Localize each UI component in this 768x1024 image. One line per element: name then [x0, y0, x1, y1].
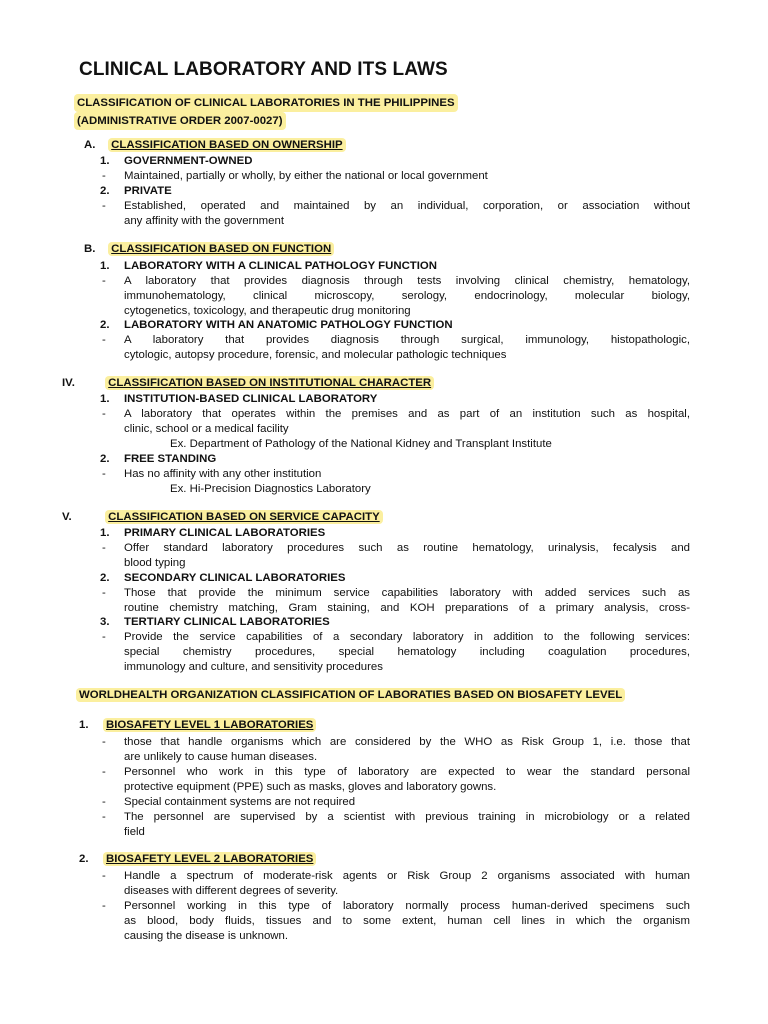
- list-item: 2. PRIVATE: [100, 185, 172, 197]
- list-item: 2. FREE STANDING: [100, 453, 217, 465]
- biosafety-heading: 1. BIOSAFETY LEVEL 1 LABORATORIES: [79, 719, 316, 731]
- intro-line-2: (ADMINISTRATIVE ORDER 2007-0027): [74, 112, 286, 130]
- intro-heading: [74, 94, 458, 130]
- section-marker: B.: [84, 243, 96, 255]
- list-item: 2. SECONDARY CLINICAL LABORATORIES: [100, 572, 346, 584]
- intro-line-1: CLASSIFICATION OF CLINICAL LABORATORIES IN THE PHILIPPINES: [74, 94, 458, 112]
- section-marker: A.: [84, 139, 96, 151]
- document-page: CLINICAL LABORATORY AND ITS LAWS CLASSIFICATION OF CLINICAL LABORATORIES IN THE PHILIPPINES (ADMINISTRATIVE ORDER 2007-0027) A. CLASSIFICATION BASED ON OWNERSHIP 1. GOVERNMENT-OWNED - Maintained, partially or wholly, by either the national or local government 2. PRIVATE - Established, operated and maintained by an individual, corporation, or association without any affinity with the government B. CLASSIFICATION BASED ON FUNCTION 1. LABORATORY WITH A CLINICAL PATHOLOGY FUNCTION - A laboratory that provides diagnosis through tests involving clinical chemistry, hematology, immunohematology, clinical microscopy, serology, endocrinology, molecular biology, cytogenetics, toxicology, and therapeutic drug monitoring 2. LABORATORY WITH AN ANATOMIC PATHOLOGY FUNCTION - A laboratory that provides diagnosis through surgical, immunology, histopathologic, cytologic, autopsy procedure, forensic, and molecular pathologic techniques IV. CLASSIFICATION BASED ON INSTITUTIONAL CHARACTER 1. INSTITUTION-BASED CLINICAL LABORATORY - A laboratory that operates within the premises and as part of an institution such as hospital, clinic, school or a medical facility Ex. Department of Pathology of the National Kidney and Transplant Institute 2. FREE STANDING - Has no affinity with any other institution Ex. Hi-Precision Diagnostics Laboratory V. CLASSIFICATION BASED ON SERVICE CAPACITY 1. PRIMARY CLINICAL LABORATORIES - Offer standard laboratory procedures such as routine hematology, urinalysis, fecalysis and blood typing 2. SECONDARY CLINICAL LABORATORIES - Those that provide the minimum service capabilities laboratory with added services such as routine chemistry matching, Gram staining, and KOH preparations of a primary analysis, cross- 3. TERTIARY CLINICAL LABORATORIES - Provide the service capabilities of a secondary laboratory in addition to the following services: special chemistry procedures, special hematology including coagulation procedures, immunology and culture, and sensitivity procedures WORLDHEALTH ORGANIZATION CLASSIFICATION OF LABORATIES BASED ON BIOSAFETY LEVEL 1. BIOSAFETY LEVEL 1 LABORATORIES - those that handle organisms which are considered by the WHO as Risk Group 1, i.e. those that are unlikely to cause human diseases. - Personnel who work in this type of laboratory are expected to wear the standard personal protective equipment (PPE) such as masks, gloves and laboratory gowns. - Special containment systems are not required - The personnel are supervised by a scientist with previous training in microbiology or a related field 2. BIOSAFETY LEVEL 2 LABORATORIES - Handle a spectrum of moderate-risk agents or Risk Group 2 organisms associated with human diseases with different degrees of severity. - Personnel working in this type of laboratory normally process human-derived specimens such as blood, body fluids, tissues and to some extent, human cell lines in which the organism causing the disease is unknown.: [62, 59, 690, 942]
- section-heading: [62, 377, 434, 389]
- section-heading: [62, 511, 383, 523]
- page-title: CLINICAL LABORATORY AND ITS LAWS: [79, 59, 448, 80]
- biosafety-title: BIOSAFETY LEVEL 2 LABORATORIES: [103, 852, 316, 866]
- section-marker: IV.: [62, 377, 75, 389]
- list-item: 1. INSTITUTION-BASED CLINICAL LABORATORY: [100, 393, 378, 405]
- list-item: 1. LABORATORY WITH A CLINICAL PATHOLOGY FUNCTION: [100, 260, 438, 272]
- list-item: 1. PRIMARY CLINICAL LABORATORIES: [100, 527, 326, 539]
- list-item: 3. TERTIARY CLINICAL LABORATORIES: [100, 616, 330, 628]
- biosafety-heading: 2. BIOSAFETY LEVEL 2 LABORATORIES: [79, 853, 316, 865]
- list-item: 2. LABORATORY WITH AN ANATOMIC PATHOLOGY FUNCTION: [100, 319, 453, 331]
- section-heading: [84, 139, 346, 151]
- section-heading: [84, 243, 334, 255]
- section-marker: V.: [62, 511, 72, 523]
- example-text: Ex. Hi-Precision Diagnostics Laboratory: [170, 483, 371, 495]
- section-title: CLASSIFICATION BASED ON SERVICE CAPACITY: [105, 510, 383, 524]
- section-title: CLASSIFICATION BASED ON FUNCTION: [108, 242, 334, 256]
- section-title: CLASSIFICATION BASED ON INSTITUTIONAL CHARACTER: [105, 376, 434, 390]
- example-text: Ex. Department of Pathology of the National Kidney and Transplant Institute: [170, 438, 552, 450]
- list-item: 1. GOVERNMENT-OWNED: [100, 155, 253, 167]
- biosafety-title: BIOSAFETY LEVEL 1 LABORATORIES: [103, 718, 316, 732]
- section-title: CLASSIFICATION BASED ON OWNERSHIP: [108, 138, 345, 152]
- who-heading: WORLDHEALTH ORGANIZATION CLASSIFICATION OF LABORATIES BASED ON BIOSAFETY LEVEL: [76, 689, 625, 701]
